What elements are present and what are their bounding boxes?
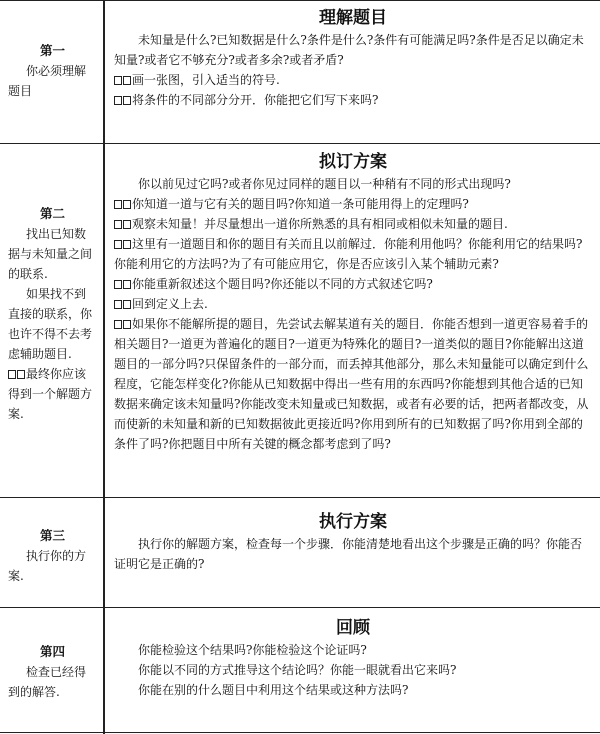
list-item: 你能重新叙述这个题目吗?你还能以不同的方式叙述它吗? bbox=[114, 274, 592, 294]
list-item: 画一张图，引入适当的符号. bbox=[114, 70, 592, 90]
checkbox-icon bbox=[114, 96, 122, 105]
list-item: 你能以不同的方式推导这个结论吗？你能一眼就看出它来吗? bbox=[138, 663, 457, 677]
step-description: 如果找不到直接的联系，你也许不得不去考虑辅助题目. bbox=[8, 287, 93, 361]
checkbox-icon bbox=[123, 220, 131, 229]
list-item: 这里有一道题目和你的题目有关而且以前解过．你能利用他吗？你能利用它的结果吗?你能利用它的方法吗?为了有可能应用它，你是否应该引入某个辅助元素? bbox=[114, 237, 583, 271]
section-title: 拟订方案 bbox=[319, 152, 387, 172]
list-item: 你能在别的什么题目中利用这个结果或这种方法吗? bbox=[138, 683, 409, 697]
step-description: 最终你应该得到一个解题方案. bbox=[8, 367, 93, 421]
section-intro: 执行你的解题方案，检查每一个步骤．你能清楚地看出这个步骤是正确的吗？你能否证明它是正确的? bbox=[114, 537, 583, 571]
section-content bbox=[104, 616, 600, 700]
checkbox-icon bbox=[123, 320, 131, 329]
section-title: 理解题目 bbox=[319, 8, 387, 28]
checkbox-icon bbox=[123, 76, 131, 85]
section-content bbox=[104, 150, 600, 454]
checkbox-icon bbox=[114, 220, 122, 229]
checkbox-icon bbox=[17, 370, 25, 379]
step-number: 第一 bbox=[39, 43, 65, 58]
checkbox-icon bbox=[123, 200, 131, 209]
checkbox-icon bbox=[114, 320, 122, 329]
list-item: 将条件的不同部分分开．你能把它们写下来吗? bbox=[114, 90, 592, 110]
checkbox-icon bbox=[114, 200, 122, 209]
section-plan bbox=[0, 144, 600, 498]
checkbox-icon bbox=[114, 240, 122, 249]
section-intro: 你以前见过它吗?或者你见过同样的题目以一种稍有不同的形式出现吗? bbox=[138, 177, 511, 191]
step-number: 第三 bbox=[39, 528, 65, 543]
step-description: 你必须理解题目 bbox=[8, 64, 87, 98]
section-understand bbox=[0, 1, 600, 144]
checkbox-icon bbox=[123, 240, 131, 249]
list-item: 你知道一道与它有关的题目吗?你知道一条可能用得上的定理吗? bbox=[114, 194, 592, 214]
section-label bbox=[0, 41, 103, 101]
checkbox-icon bbox=[123, 300, 131, 309]
checkbox-icon bbox=[114, 300, 122, 309]
checkbox-icon bbox=[123, 280, 131, 289]
section-title: 执行方案 bbox=[319, 512, 387, 532]
section-execute bbox=[0, 498, 600, 608]
step-number: 第二 bbox=[39, 206, 65, 221]
checkbox-icon bbox=[8, 370, 16, 379]
list-item: 观察未知量！并尽量想出一道你所熟悉的具有相同或相似未知量的题目. bbox=[114, 214, 592, 234]
section-content bbox=[104, 510, 600, 574]
step-number: 第四 bbox=[39, 644, 65, 659]
section-label bbox=[0, 204, 103, 424]
section-label bbox=[0, 642, 103, 702]
section-label bbox=[0, 526, 103, 586]
checkbox-icon bbox=[114, 280, 122, 289]
step-description: 找出已知数据与未知量之间的联系. bbox=[8, 227, 93, 281]
step-description: 执行你的方案. bbox=[8, 549, 87, 583]
section-content bbox=[104, 6, 600, 110]
section-review bbox=[0, 608, 600, 734]
step-description: 检查已经得到的解答. bbox=[8, 665, 87, 699]
checkbox-icon bbox=[123, 96, 131, 105]
list-item: 如果你不能解所提的题目，先尝试去解某道有关的题目．你能否想到一道更容易着手的相关题目?一道更为普遍化的题目?一道更为特殊化的题目?一道类似的题目?你能解出这道题目的一部分吗?只保留条件的一部分而，而丢掉其他部分，那么未知量能可以确定到什么程度，它能怎样变化?你能从已知数据中得出一些有用的东西吗?你能想到其他合适的已知数据来确定该未知量吗?你能改变未知量或已知数据，或者有必要的话，把两者都改变，从而使新的未知量和新的已知数据彼此更接近吗?你用到所有的已知数据了吗?你用到全部的条件了吗?你把题目中所有关键的概念都考虑到了吗? bbox=[114, 317, 589, 451]
checkbox-icon bbox=[114, 76, 122, 85]
list-item: 回到定义上去. bbox=[114, 294, 592, 314]
section-title: 回顾 bbox=[336, 618, 370, 638]
section-intro: 你能检验这个结果吗?你能检验这个论证吗? bbox=[138, 643, 367, 657]
section-intro: 未知量是什么?已知数据是什么?条件是什么?条件有可能满足吗?条件是否足以确定未知量?或者它不够充分?或者多余?或者矛盾? bbox=[114, 33, 584, 67]
